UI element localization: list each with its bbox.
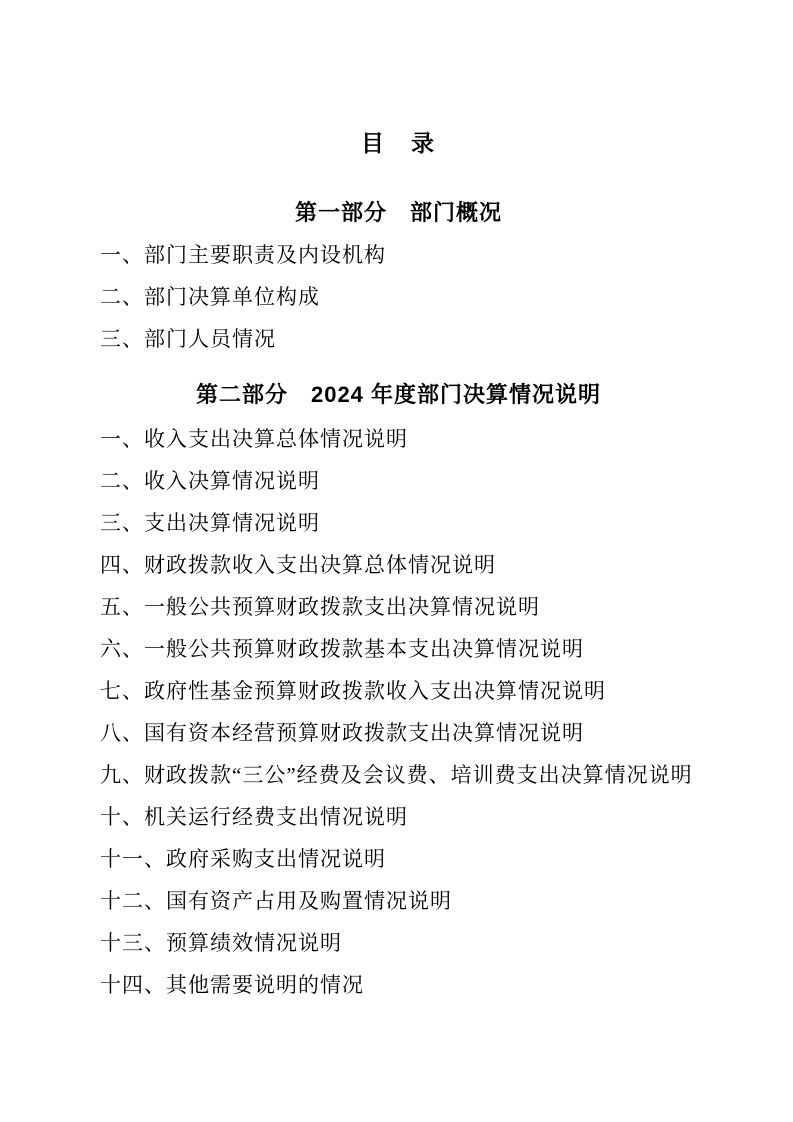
toc-item: 二、部门决算单位构成 [100, 285, 320, 309]
toc-item: 五、一般公共预算财政拨款支出决算情况说明 [100, 595, 540, 619]
toc-item: 四、财政拨款收入支出决算总体情况说明 [100, 553, 496, 577]
toc-item: 六、一般公共预算财政拨款基本支出决算情况说明 [100, 637, 584, 661]
toc-item: 十一、政府采购支出情况说明 [100, 847, 386, 871]
section-1-heading: 第一部分 部门概况 [294, 200, 502, 225]
toc-item: 九、财政拨款“三公”经费及会议费、培训费支出决算情况说明 [100, 763, 693, 787]
toc-item: 一、部门主要职责及内设机构 [100, 243, 386, 267]
toc-item: 十四、其他需要说明的情况 [100, 973, 364, 997]
toc-title: 目 录 [361, 130, 436, 156]
section-2-list [100, 418, 697, 1006]
toc-item: 三、支出决算情况说明 [100, 511, 320, 535]
toc-item: 七、政府性基金预算财政拨款收入支出决算情况说明 [100, 679, 606, 703]
toc-item: 三、部门人员情况 [100, 327, 276, 351]
toc-item: 十、机关运行经费支出情况说明 [100, 805, 408, 829]
toc-item: 十三、预算绩效情况说明 [100, 931, 342, 955]
section-1-list [100, 234, 697, 360]
toc-item: 十二、国有资产占用及购置情况说明 [100, 889, 452, 913]
section-2-heading: 第二部分 2024 年度部门决算情况说明 [195, 382, 602, 407]
toc-item: 八、国有资本经营预算财政拨款支出决算情况说明 [100, 721, 584, 745]
toc-item: 二、收入决算情况说明 [100, 469, 320, 493]
toc-item: 一、收入支出决算总体情况说明 [100, 427, 408, 451]
